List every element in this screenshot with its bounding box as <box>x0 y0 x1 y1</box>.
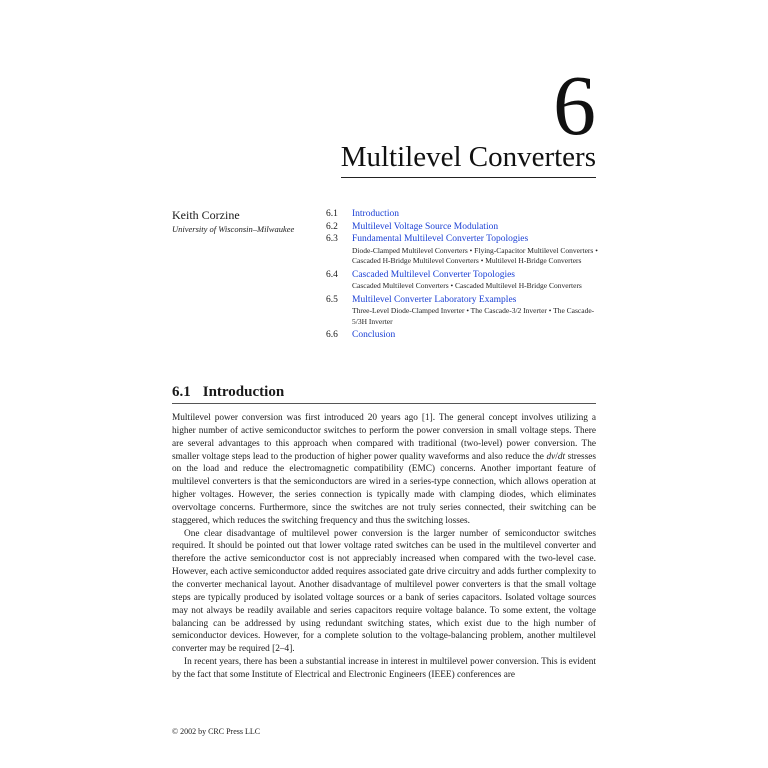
toc-link-introduction[interactable]: Introduction <box>352 209 399 219</box>
toc-subtopics: Diode-Clamped Multilevel Converters • Flying-Capacitor Multilevel Converters • Cascaded H-Bridge Multilevel Converters • Multilevel H-Bridge Converters <box>352 245 598 265</box>
author-affiliation: University of Wisconsin–Milwaukee <box>172 224 295 234</box>
toc-number: 6.4 <box>326 269 338 280</box>
chapter-number: 6 <box>553 57 596 153</box>
copyright-footer: © 2002 by CRC Press LLC <box>172 727 261 736</box>
section-title: Introduction <box>202 384 285 400</box>
author-name: Keith Corzine <box>172 208 240 222</box>
paragraph: Multilevel power conversion was first introduced 20 years ago [1]. The general concept involves utilizing a higher number of active semiconductor switches to perform the power conversion in small voltage steps. There are several advantages to this approach when compared with traditional (two-level) power conversion. The smaller voltage steps lead to the production of higher power quality waveforms and also reduce the dv/dt stresses on the load and reduce the electromagnetic compatibility (EMC) concerns. Another important feature of multilevel converters is that the semiconductors are wired in a series-type connection, which allows operation at higher voltages. However, the series connection is typically made with clamping diodes, which eliminates overvoltage concerns. Furthermore, since the switches are not truly series connected, their switching can be staggered, which reduces the switching frequency and thus the switching losses. <box>172 413 596 526</box>
toc-entry <box>326 329 606 342</box>
toc-link-laboratory-examples[interactable]: Multilevel Converter Laboratory Examples <box>352 294 517 305</box>
toc-subtopics: Cascaded Multilevel Converters • Cascaded Multilevel H-Bridge Converters <box>352 281 582 290</box>
body-text <box>172 412 596 682</box>
toc-entry <box>326 294 606 328</box>
toc-number: 6.3 <box>326 234 338 244</box>
section-heading <box>172 384 284 401</box>
toc-link-conclusion[interactable]: Conclusion <box>352 330 396 340</box>
title-rule <box>341 177 596 178</box>
toc-number: 6.2 <box>326 221 338 232</box>
toc-link-modulation[interactable]: Multilevel Voltage Source Modulation <box>352 221 499 232</box>
toc-link-fundamental-topologies[interactable]: Fundamental Multilevel Converter Topologies <box>352 234 529 244</box>
toc-entry <box>326 208 606 221</box>
paragraph: In recent years, there has been a substantial increase in interest in multilevel power conversion. This is evident by the fact that some Institute of Electrical and Electronic Engineers (IEEE) conferences are <box>172 657 596 680</box>
table-of-contents <box>326 208 606 342</box>
toc-subtopics: Three-Level Diode-Clamped Inverter • The Cascade-3/2 Inverter • The Cascade-5/3H Inverter <box>352 306 595 326</box>
toc-entry <box>326 221 606 234</box>
section-rule <box>172 403 596 404</box>
chapter-title: Multilevel Converters <box>340 141 596 173</box>
toc-number: 6.5 <box>326 294 338 305</box>
toc-entry <box>326 269 606 292</box>
section-number: 6.1 <box>172 384 191 400</box>
toc-entry <box>326 233 606 267</box>
toc-link-cascaded-topologies[interactable]: Cascaded Multilevel Converter Topologies <box>352 269 515 280</box>
paragraph: One clear disadvantage of multilevel power conversion is the larger number of semiconductor switches required. It should be pointed out that lower voltage rated switches can be used in the multilevel converter and therefore the active semiconductor cost is not appreciably increased when compared with the two-level case. However, each active semiconductor added requires associated gate drive circuitry and adds further complexity to the converter mechanical layout. Another disadvantage of multilevel power converters is that the small voltage steps are typically produced by isolated voltage sources or a bank of series capacitors. Isolated voltage sources may not always be readily available and series capacitors require voltage balance. To some extent, the voltage balancing can be addressed by using redundant switching states, which exist due to the high number of semiconductor devices. However, for a complete solution to the voltage-balancing problem, another multilevel converter may be required [2–4]. <box>172 528 596 655</box>
toc-number: 6.1 <box>326 209 338 219</box>
toc-number: 6.6 <box>326 330 338 340</box>
